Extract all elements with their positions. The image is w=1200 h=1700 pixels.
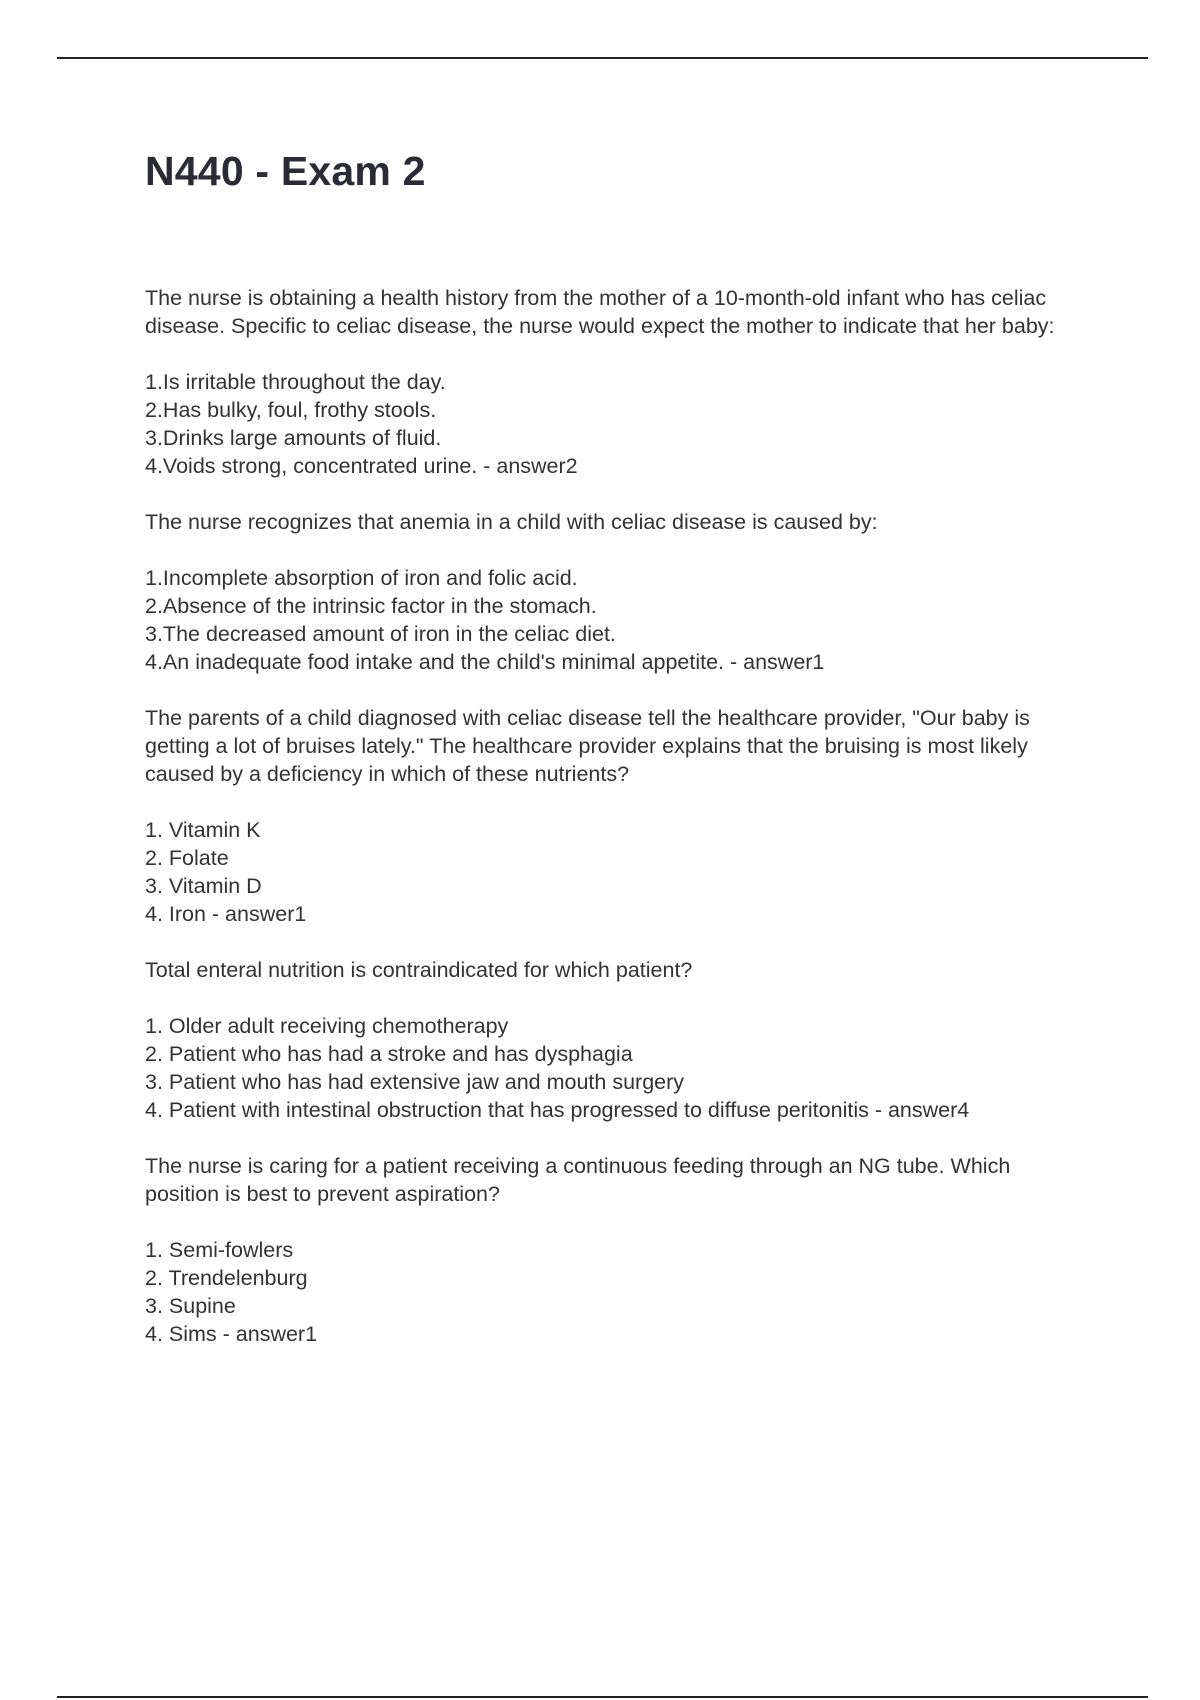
question-text: The parents of a child diagnosed with celiac disease tell the healthcare provider, "Our baby is getting a lot of bruises lately." The healthcare provider explains that the bruising is most likely caused by a deficiency in which of these nutrients? — [145, 706, 1030, 786]
answer-option: 1. Vitamin K — [145, 818, 261, 842]
question-text: The nurse is caring for a patient receiving a continuous feeding through an NG tube. Which position is best to prevent aspiration? — [145, 1154, 1011, 1206]
question-text: The nurse recognizes that anemia in a child with celiac disease is caused by: — [145, 510, 878, 534]
answer-option: 1.Incomplete absorption of iron and folic acid. — [145, 566, 578, 590]
answer-option: 1. Semi-fowlers — [145, 1238, 294, 1262]
answer-option: 4.Voids strong, concentrated urine. - answer2 — [145, 454, 578, 478]
answer-option: 4. Iron - answer1 — [145, 902, 307, 926]
answer-option: 2.Absence of the intrinsic factor in the stomach. — [145, 594, 597, 618]
answer-option: 1.Is irritable throughout the day. — [145, 370, 446, 394]
answer-option: 3. Vitamin D — [145, 874, 262, 898]
question-list — [145, 284, 1080, 1376]
answer-option: 4.An inadequate food intake and the child's minimal appetite. - answer1 — [145, 650, 825, 674]
answer-option: 2. Trendelenburg — [145, 1266, 308, 1290]
answer-option: 4. Patient with intestinal obstruction that has progressed to diffuse peritonitis - answer4 — [145, 1098, 970, 1122]
top-divider — [57, 57, 1148, 59]
answer-option: 2.Has bulky, foul, frothy stools. — [145, 398, 437, 422]
answer-options — [145, 368, 1080, 480]
page-title: N440 - Exam 2 — [145, 148, 426, 194]
answer-option: 2. Patient who has had a stroke and has dysphagia — [145, 1042, 633, 1066]
answer-options — [145, 1012, 1080, 1124]
answer-option: 3.Drinks large amounts of fluid. — [145, 426, 442, 450]
answer-option: 4. Sims - answer1 — [145, 1322, 318, 1346]
answer-option: 3.The decreased amount of iron in the celiac diet. — [145, 622, 616, 646]
answer-options — [145, 816, 1080, 928]
answer-option: 3. Supine — [145, 1294, 236, 1318]
question-text: The nurse is obtaining a health history from the mother of a 10-month-old infant who has celiac disease. Specific to celiac disease, the nurse would expect the mother to indicate that her baby: — [145, 286, 1055, 338]
bottom-divider — [57, 1696, 1148, 1698]
answer-option: 3. Patient who has had extensive jaw and mouth surgery — [145, 1070, 685, 1094]
answer-option: 1. Older adult receiving chemotherapy — [145, 1014, 509, 1038]
answer-option: 2. Folate — [145, 846, 229, 870]
answer-options — [145, 564, 1080, 676]
question-text: Total enteral nutrition is contraindicated for which patient? — [145, 958, 693, 982]
answer-options — [145, 1236, 1080, 1348]
